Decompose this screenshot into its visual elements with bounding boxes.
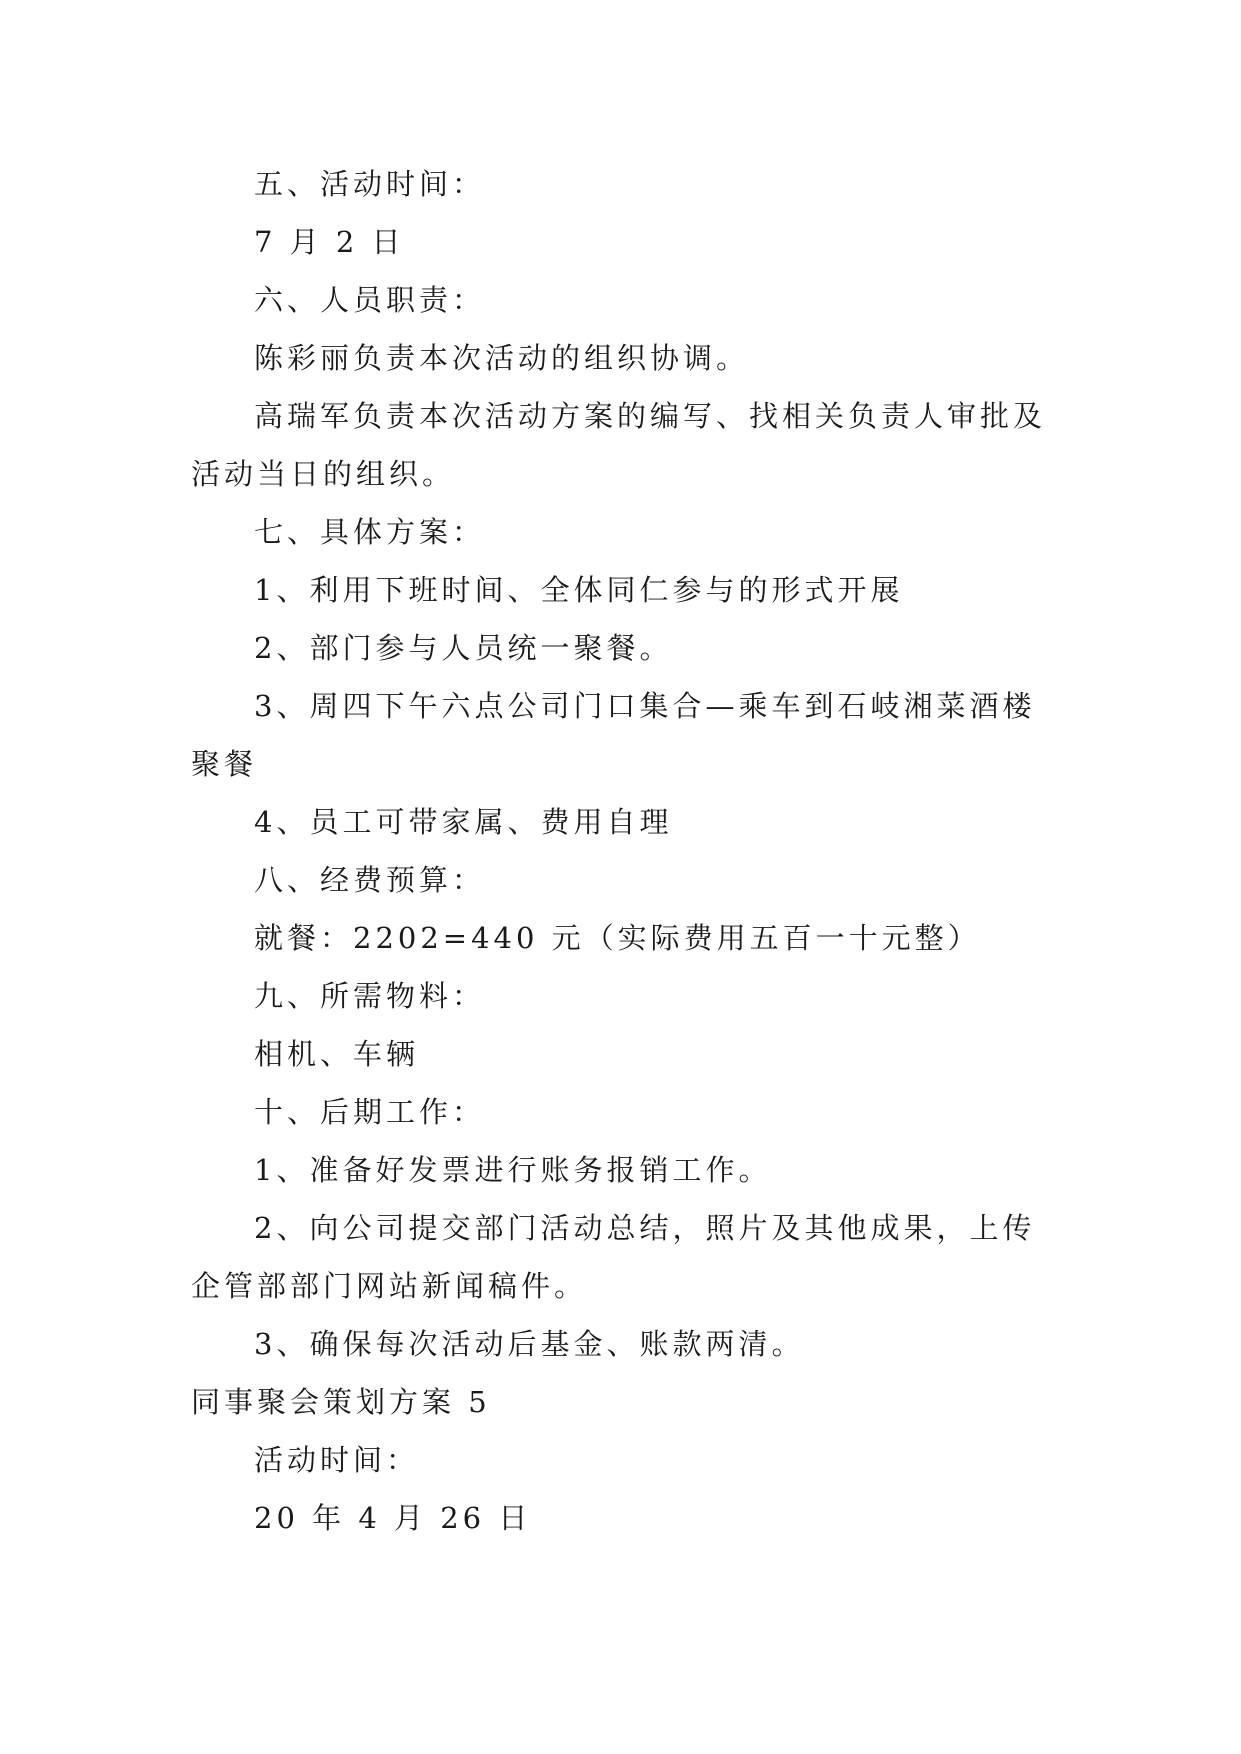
- follow-up-item-continued: 企管部部门网站新闻稿件。: [191, 1269, 588, 1303]
- section-heading-follow-up: 十、后期工作：: [254, 1095, 486, 1129]
- plan-item: 2、部门参与人员统一聚餐。: [254, 631, 673, 665]
- section-heading-budget: 八、经费预算：: [254, 863, 486, 897]
- plan-item: 4、员工可带家属、费用自理: [254, 805, 673, 839]
- section-heading-plan: 七、具体方案：: [254, 515, 486, 549]
- plan-title: 同事聚会策划方案 5: [191, 1385, 491, 1419]
- activity-date-2: 20 年 4 月 26 日: [254, 1501, 532, 1535]
- follow-up-item: 3、确保每次活动后基金、账款两清。: [254, 1327, 805, 1361]
- follow-up-item: 1、准备好发票进行账务报销工作。: [254, 1153, 772, 1187]
- section-heading-activity-time-2: 活动时间：: [254, 1443, 420, 1477]
- section-heading-activity-time: 五、活动时间：: [254, 167, 486, 201]
- budget-item: 就餐：2202=440 元（实际费用五百一十元整）: [254, 921, 981, 955]
- responsibility-item: 高瑞军负责本次活动方案的编写、找相关负责人审批及: [254, 399, 1047, 433]
- plan-item: 1、利用下班时间、全体同仁参与的形式开展: [254, 573, 904, 607]
- responsibility-item-continued: 活动当日的组织。: [191, 457, 456, 491]
- responsibility-item: 陈彩丽负责本次活动的组织协调。: [254, 341, 750, 375]
- follow-up-item: 2、向公司提交部门活动总结，照片及其他成果，上传: [254, 1211, 1036, 1245]
- section-heading-materials: 九、所需物料：: [254, 979, 486, 1013]
- materials-item: 相机、车辆: [254, 1037, 420, 1071]
- plan-item: 3、周四下午六点公司门口集合—乘车到石岐湘菜酒楼: [254, 689, 1036, 723]
- activity-date: 7 月 2 日: [254, 225, 405, 259]
- section-heading-responsibilities: 六、人员职责：: [254, 283, 486, 317]
- plan-item-continued: 聚餐: [191, 747, 258, 781]
